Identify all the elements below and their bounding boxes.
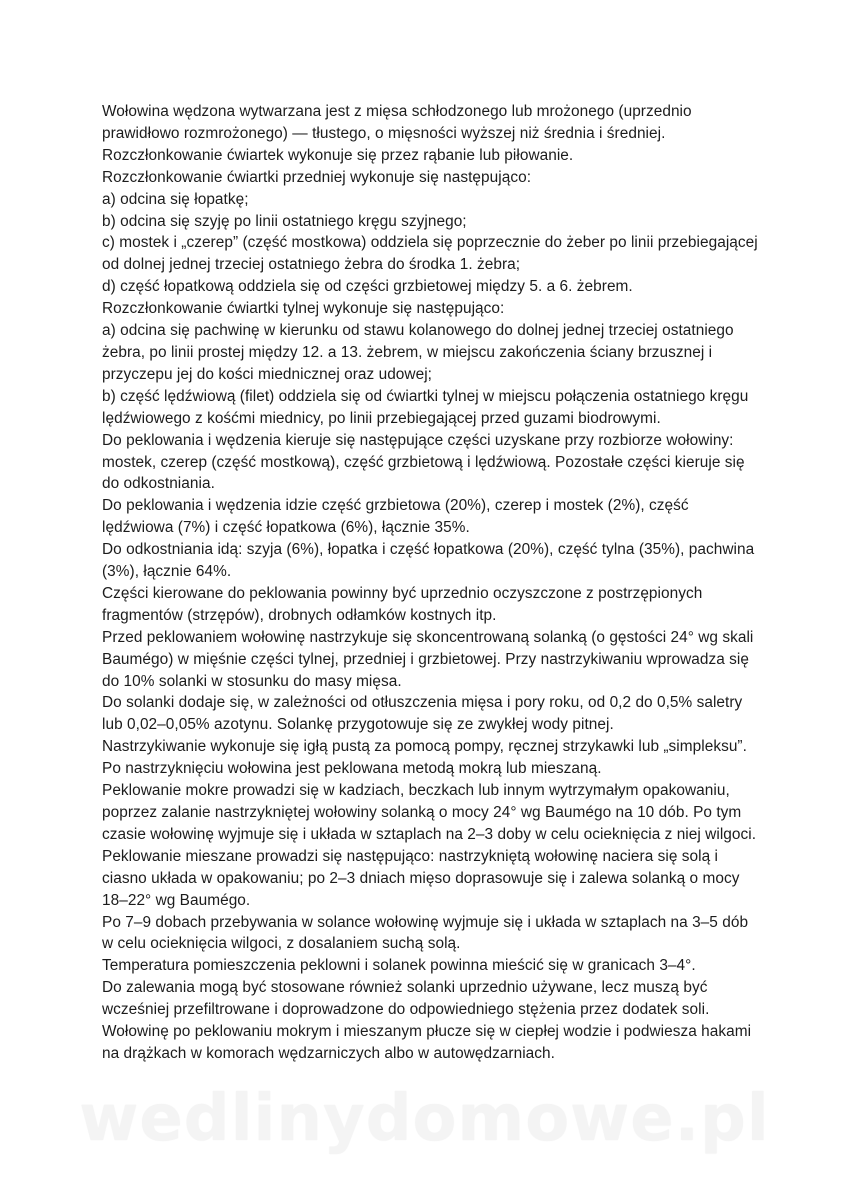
paragraph: Wołowinę po peklowaniu mokrym i mieszanym płucze się w ciepłej wodzie i podwiesza hakami na drążkach w komorach wędzarniczych albo w autowędzarniach.: [102, 1023, 752, 1062]
list-item: a) odcina się łopatkę;: [102, 190, 249, 208]
paragraph: Wołowina wędzona wytwarzana jest z mięsa schłodzonego lub mrożonego (uprzednio prawidłowo rozmrożonego) — tłustego, o mięsności wyższej niż średnia i średniej.: [102, 103, 692, 142]
paragraph: Po 7–9 dobach przebywania w solance wołowinę wyjmuje się i układa w sztaplach na 3–5 dób w celu ocieknięcia wilgoci, z dosalaniem suchą solą.: [102, 913, 749, 953]
paragraph: Do odkostniania idą: szyja (6%), łopatka i część łopatkowa (20%), część tylna (35%), pachwina (3%), łącznie 64%.: [102, 541, 755, 581]
paragraph: Do solanki dodaje się, w zależności od otłuszczenia mięsa i pory roku, od 0,2 do 0,5% saletry lub 0,02–0,05% azotynu. Solankę przygotowuje się ze zwykłej wody pitnej.: [102, 694, 743, 734]
paragraph: Do peklowania i wędzenia kieruje się następujące części uzyskane przy rozbiorze wołowiny: mostek, czerep (część mostkową), część grzbietową i lędźwiową. Pozostałe części kieruje się do odkostniania.: [102, 431, 745, 493]
paragraph: Peklowanie mieszane prowadzi się następująco: nastrzykniętą wołowinę naciera się solą i ciasno układa w opakowaniu; po 2–3 dniach mięso doprasowuje się i zalewa solanką o mocy 18–22° wg Baumégo.: [102, 847, 740, 909]
document-body: [102, 101, 762, 1065]
list-item: b) część lędźwiową (filet) oddziela się od ćwiartki tylnej w miejscu połączenia ostatniego kręgu lędźwiowego z kośćmi miednicy, po linii przebiegającej przed guzami biodrowymi.: [102, 387, 749, 427]
paragraph: Po nastrzyknięciu wołowina jest peklowana metodą mokrą lub mieszaną.: [102, 760, 602, 778]
paragraph: Nastrzykiwanie wykonuje się igłą pustą za pomocą pompy, ręcznej strzykawki lub „simpleksu”.: [102, 738, 747, 756]
paragraph: Przed peklowaniem wołowinę nastrzykuje się skoncentrowaną solanką (o gęstości 24° wg skali Baumégo) w mięśnie części tylnej, przedniej i grzbietowej. Przy nastrzykiwaniu wprowadza się do 10% solanki w stosunku do masy mięsa.: [102, 628, 754, 690]
paragraph: Rozczłonkowanie ćwiartki tylnej wykonuje się następująco:: [102, 300, 505, 318]
list-item: c) mostek i „czerep” (część mostkowa) oddziela się poprzecznie do żeber po linii przebiegającej od dolnej jednej trzeciej ostatniego żebra do środka 1. żebra;: [102, 234, 758, 274]
list-item: b) odcina się szyję po linii ostatniego kręgu szyjnego;: [102, 212, 467, 230]
paragraph: Rozczłonkowanie ćwiartki przedniej wykonuje się następująco:: [102, 168, 532, 186]
list-item: a) odcina się pachwinę w kierunku od stawu kolanowego do dolnej jednej trzeciej ostatniego żebra, po linii prostej między 12. a 13. żebrem, w miejscu zakończenia ściany brzusznej i przyczepu jej do kości miednicznej oraz udowej;: [102, 322, 734, 383]
paragraph: Peklowanie mokre prowadzi się w kadziach, beczkach lub innym wytrzymałym opakowaniu, poprzez zalanie nastrzykniętej wołowiny solanką o mocy 24° wg Baumégo na 10 dób. Po tym czasie wołowinę wyjmuje się i układa w sztaplach na 2–3 doby w celu ocieknięcia z niej wilgoci.: [102, 782, 757, 843]
paragraph: Rozczłonkowanie ćwiartek wykonuje się przez rąbanie lub piłowanie.: [102, 146, 574, 164]
paragraph: Temperatura pomieszczenia peklowni i solanek powinna mieścić się w granicach 3–4°.: [102, 957, 696, 975]
watermark: wedlinydomowe.pl: [79, 1082, 770, 1156]
paragraph: Do peklowania i wędzenia idzie część grzbietowa (20%), czerep i mostek (2%), część lędźwiowa (7%) i część łopatkowa (6%), łącznie 35%.: [102, 497, 689, 537]
list-item: d) część łopatkową oddziela się od części grzbietowej między 5. a 6. żebrem.: [102, 278, 633, 296]
paragraph: Do zalewania mogą być stosowane również solanki uprzednio używane, lecz muszą być wcześniej przefiltrowane i doprowadzone do odpowiedniego stężenia przez dodatek soli.: [102, 979, 710, 1019]
paragraph: Części kierowane do peklowania powinny być uprzednio oczyszczone z postrzępionych fragmentów (strzępów), drobnych odłamków kostnych itp.: [102, 584, 703, 624]
